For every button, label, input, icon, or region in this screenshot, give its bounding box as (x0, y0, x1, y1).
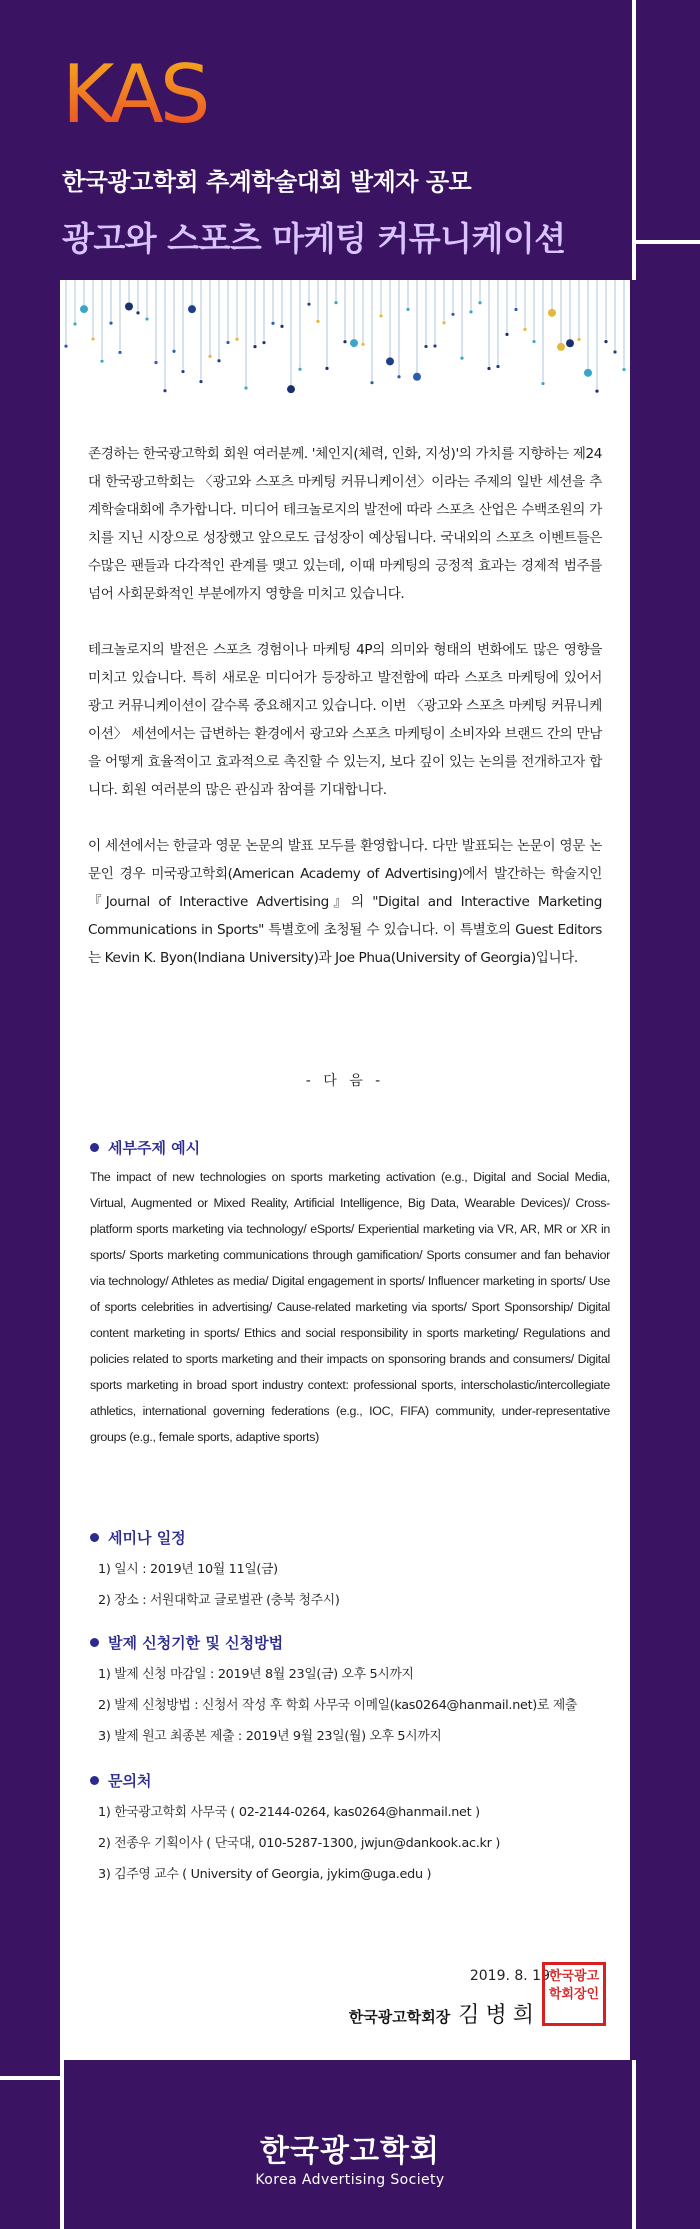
light-bulb (109, 322, 112, 325)
bullet-icon (90, 1776, 99, 1785)
footer-society-name: 한국광고학회 (260, 2134, 440, 2169)
light-bulb (217, 359, 220, 362)
light-bulb (469, 310, 472, 313)
list-item: 3) 발제 원고 최종본 제출 : 2019년 9월 23일(월) 오후 5시까지 (98, 1729, 442, 1744)
contact-heading (90, 1770, 610, 1791)
schedule-heading-label: 세미나 일정 (108, 1529, 186, 1547)
light-bulb (235, 338, 238, 341)
list-item: 1) 한국광고학회 사무국 ( 02-2144-0264, kas0264@hanmail.net ) (98, 1805, 480, 1820)
light-bulb (100, 360, 103, 363)
light-bulb (316, 320, 319, 323)
light-bulb (496, 365, 499, 368)
seal-text: 한국광고학회장인 (548, 1969, 600, 2002)
topics-heading-label: 세부주제 예시 (108, 1139, 201, 1157)
application-section (90, 1632, 610, 1752)
light-bulb (172, 350, 175, 353)
application-heading-label: 발제 신청기한 및 신청방법 (108, 1634, 284, 1652)
light-bulb (424, 345, 427, 348)
frame-line-right-horizontal (632, 240, 700, 244)
light-bulb (523, 328, 526, 331)
light-bulb (91, 337, 94, 340)
hanging-lights-decoration (60, 280, 630, 430)
application-list (98, 1659, 610, 1752)
light-bulb (154, 361, 157, 364)
light-bulb (566, 339, 574, 347)
schedule-section (90, 1527, 610, 1616)
schedule-heading (90, 1527, 610, 1548)
light-bulb (622, 368, 625, 371)
header-title: 광고와 스포츠 마케팅 커뮤니케이션 (62, 219, 566, 258)
light-bulb (244, 386, 247, 389)
light-bulb (532, 340, 535, 343)
application-heading (90, 1632, 610, 1653)
light-bulb (262, 341, 265, 344)
light-bulb (307, 303, 310, 306)
header-subtitle: 한국광고학회 추계학술대회 발제자 공모 (62, 168, 472, 196)
light-bulb (280, 325, 283, 328)
list-item: 2) 발제 신청방법 : 신청서 작성 후 학회 사무국 이메일(kas0264@hanmail.net)로 제출 (98, 1698, 577, 1713)
kas-logo (62, 50, 622, 130)
light-bulb (163, 389, 166, 392)
light-bulb (271, 322, 274, 325)
light-bulb (145, 317, 148, 320)
bullet-icon (90, 1143, 99, 1152)
frame-line-right-vertical (632, 0, 636, 280)
signer-title: 한국광고학회장 (348, 2008, 451, 2026)
logo-text: KAS (62, 50, 207, 130)
content-sheet (60, 280, 630, 2060)
light-bulb (577, 338, 580, 341)
light-bulb (413, 373, 421, 381)
light-bulb (584, 369, 592, 377)
light-bulb (487, 367, 490, 370)
frame-line-bottom-horizontal (0, 2076, 60, 2080)
light-bulb (343, 340, 346, 343)
light-bulb (325, 367, 328, 370)
topics-section (90, 1137, 610, 1450)
intro-paragraph: 테크놀로지의 발전은 스포츠 경험이나 마케팅 4P의 의미와 형태의 변화에도 많은 영향을 미치고 있습니다. 특히 새로운 미디어가 등장하고 발전함에 따라 스포츠 마케팅에 있어서 광고 커뮤니케이션이 갈수록 중요해지고 있습니다. 이번 〈광고와 스포츠 마케팅 커뮤니케이션〉 세션에서는 급변하는 환경에서 광고와 스포츠 마케팅이 소비자와 브랜드 간의 만남을 어떻게 효율적이고 효과적으로 촉진할 수 있는지, 보다 깊이 있는 논의를 전개하고자 합니다. 회원 여러분의 많은 관심과 참여를 기대합니다. (88, 642, 602, 798)
contact-heading-label: 문의처 (108, 1772, 152, 1790)
intro-paragraph: 이 세션에서는 한글과 영문 논문의 발표 모두를 환영합니다. 다만 발표되는 논문이 영문 논문인 경우 미국광고학회(American Academy of Advertising)에서 발간하는 학술지인 『Journal of Interactive Advertising』의 "Digital and Interactive Marketing Communications in Sports" 특별호에 초청될 수 있습니다. 이 특별호의 Guest Editors는 Kevin K. Byon(Indiana University)과 Joe Phua(University of Georgia)입니다. (88, 838, 602, 966)
light-bulb (298, 368, 301, 371)
light-bulb (557, 343, 565, 351)
light-bulb (604, 340, 607, 343)
issue-date: 2019. 8. 19 (469, 1968, 550, 1984)
light-bulb (350, 339, 358, 347)
light-bulb (334, 301, 337, 304)
light-bulb (541, 382, 544, 385)
footer-society-name-en: Korea Advertising Society (255, 2172, 445, 2188)
light-bulb (125, 303, 133, 311)
light-bulb (226, 341, 229, 344)
footer (0, 2126, 700, 2188)
light-bulb (199, 380, 202, 383)
light-bulb (80, 305, 88, 313)
light-bulb (64, 345, 67, 348)
light-bulb (514, 308, 517, 311)
light-bulb (361, 343, 364, 346)
light-bulb (136, 311, 139, 314)
list-item: 3) 김주영 교수 ( University of Georgia, jykim@uga.edu ) (98, 1867, 432, 1882)
light-bulb (181, 370, 184, 373)
list-item: 1) 일시 : 2019년 10월 11일(금) (98, 1562, 278, 1577)
light-bulb (397, 375, 400, 378)
bullet-icon (90, 1638, 99, 1647)
header (62, 50, 622, 260)
topics-text: The impact of new technologies on sports marketing activation (e.g., Digital and Social Media, Virtual, Augmented or Mixed Reality, Artificial Intelligence, Big Data, Wearable Devices)/ Cross-platform sports marketing via technology/ eSports/ Experiential marketing via VR, AR, MR or XR in sports/ Sports marketing communications through gamification/ Sports consumer and fan behavior via technology/ Athletes as media/ Digital engagement in sports/ Influencer marketing in sports/ Use of sports celebrities in advertising/ Cause-related marketing via sports/ Sport Sponsorship/ Digital content marketing in sports/ Ethics and social responsibility in sports marketing/ Regulations and policies related to sports marketing and their impacts on sponsoring brands and consumers/ Digital sports marketing in broad sport industry context: professional sports, interscholastic/intercollegiate athletics, international governing federations (e.g., IOC, FIFA) community, under-representative groups (e.g., female sports, adaptive sports) (90, 1170, 610, 1444)
section-divider: - 다 음 - (305, 1073, 385, 1089)
light-bulb (595, 389, 598, 392)
signer (349, 1998, 540, 2029)
contact-list (98, 1797, 610, 1890)
light-bulb (433, 344, 436, 347)
light-bulb (73, 322, 76, 325)
light-bulb (118, 351, 121, 354)
light-bulb (548, 309, 556, 317)
light-bulb (406, 308, 409, 311)
list-item: 2) 장소 : 서원대학교 글로벌관 (충북 청주시) (98, 1593, 340, 1608)
light-bulb (370, 381, 373, 384)
official-seal-icon (542, 1962, 606, 2026)
list-item: 2) 전종우 기획이사 ( 단국대, 010-5287-1300, jwjun@dankook.ac.kr ) (98, 1836, 501, 1851)
intro-text (88, 440, 602, 1000)
topics-heading (90, 1137, 610, 1158)
list-item: 1) 발제 신청 마감일 : 2019년 8월 23일(금) 오후 5시까지 (98, 1667, 414, 1682)
bullet-icon (90, 1533, 99, 1542)
signer-name: 김병희 (458, 2003, 540, 2028)
light-bulb (379, 314, 382, 317)
contact-section (90, 1770, 610, 1890)
light-bulb (442, 321, 445, 324)
light-bulb (208, 355, 211, 358)
light-bulb (478, 301, 481, 304)
light-bulb (613, 350, 616, 353)
light-bulb (386, 357, 394, 365)
light-bulb (188, 305, 196, 313)
light-bulb (460, 357, 463, 360)
light-bulb (287, 385, 295, 393)
schedule-list (98, 1554, 610, 1616)
light-bulb (253, 345, 256, 348)
light-bulb (451, 313, 454, 316)
intro-paragraph: 존경하는 한국광고학회 회원 여러분께. '체인지(체력, 인화, 지성)'의 가치를 지향하는 제24대 한국광고학회는 〈광고와 스포츠 마케팅 커뮤니케이션〉이라는 주제의 일반 세션을 추계학술대회에 추가합니다. 미디어 테크놀로지의 발전에 따라 스포츠 산업은 수백조원의 가치를 지닌 시장으로 성장했고 앞으로도 급성장이 예상됩니다. 국내외의 스포츠 이벤트들은 수많은 팬들과 다각적인 관계를 맺고 있는데, 이때 마케팅의 긍정적 효과는 경제적 범주를 넘어 사회문화적인 부분에까지 영향을 미치고 있습니다. (88, 446, 602, 602)
light-bulb (505, 333, 508, 336)
